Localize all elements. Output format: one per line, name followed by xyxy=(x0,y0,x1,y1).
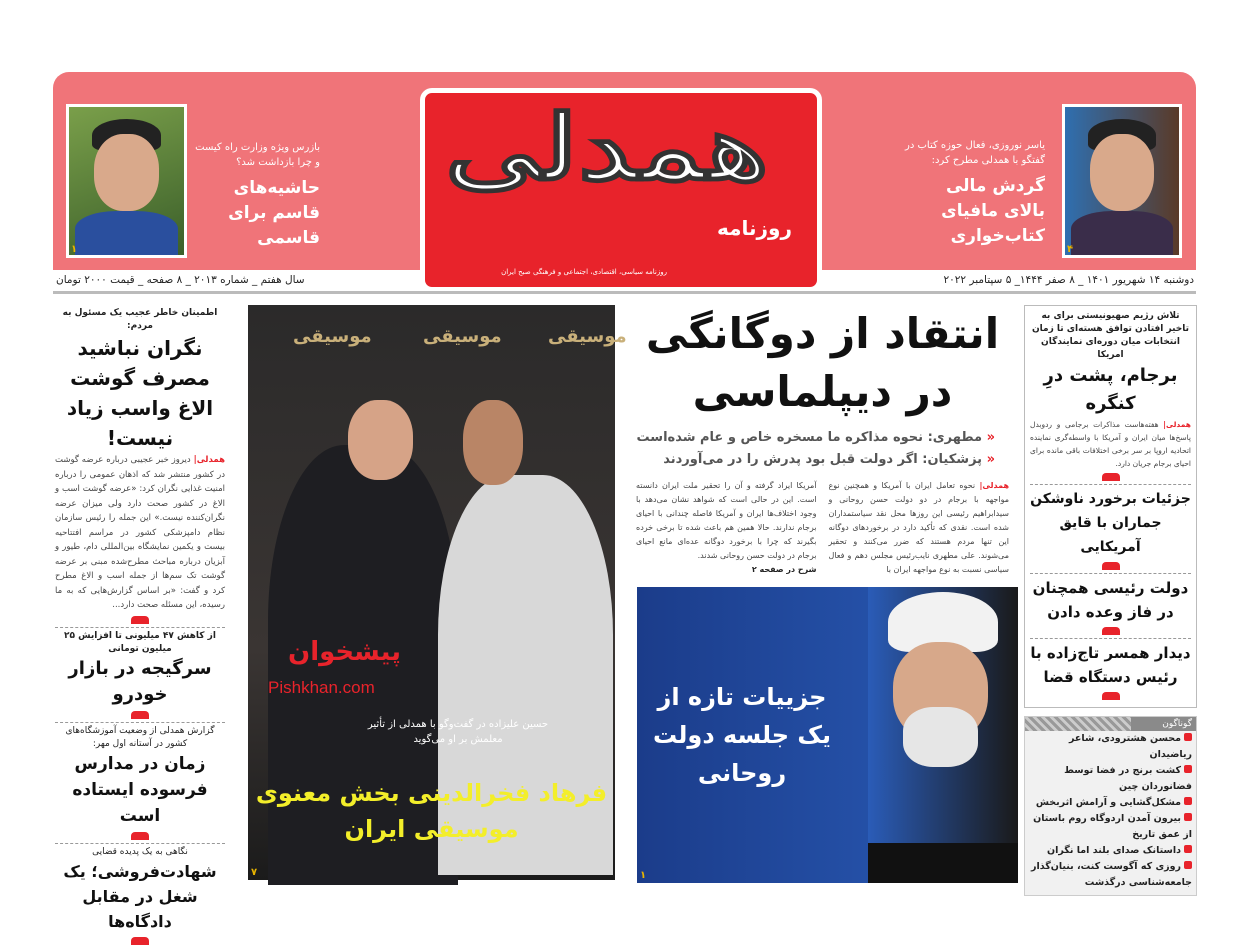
headline[interactable]: نگران نباشید مصرف گوشت الاغ واسب زیاد نیست! xyxy=(66,336,214,450)
headline[interactable]: سرگیجه در بازار خودرو xyxy=(68,657,212,705)
kicker: تلاش رژیم صهیونیستی برای به تاخیر افتادن توافق هسته‌ای تا زمان انتخابات میان دوره‌ای نمایندگان امریکا xyxy=(1031,311,1190,360)
watermark: Pishkhan.com xyxy=(268,678,375,697)
misc-item[interactable]: داستانک صدای بلند اما نگران xyxy=(1025,843,1196,859)
headline[interactable]: برجام، پشت درِ کنگره xyxy=(1043,365,1178,414)
misc-item[interactable]: مشکل‌گشایی و آرامش اثربخش xyxy=(1025,795,1196,811)
page-marker-icon xyxy=(131,937,149,945)
source-tag: همدلی| xyxy=(193,455,225,465)
misc-item[interactable]: روزی که آگوست کنت، بنیان‌گذار جامعه‌شناسی درگذشت xyxy=(1025,859,1196,891)
right-column-box: تلاش رژیم صهیونیستی برای به تاخیر افتادن توافق هسته‌ای تا زمان انتخابات میان دوره‌ای نمایندگان امریکا برجام، پشت درِ کنگره همدلی| هفته‌هاست مذاکرات برجامی و ردوبدل پاسخ‌ها میان ایران و آمریکا با واسطه‌گری نماینده اتحادیه اروپا بر سر برخی اختلافات باقی مانده برای احیای برجام جریان دارد. جزئیات برخورد ناوشکن جماران با قایق آمریکایی دولت رئیسی همچنان در فاز وعده دادن دیدار همسر تاج‌زاده با رئیس دستگاه قضا xyxy=(1024,305,1197,708)
issue-date: دوشنبه ۱۴ شهریور ۱۴۰۱ _ ۸ صفر ۱۴۴۴_ ۵ سپتامبر ۲۰۲۲ xyxy=(943,274,1194,286)
page-marker-icon xyxy=(1102,562,1120,570)
lead-bullet: « پزشکیان: اگر دولت قبل بود پدرش را در می‌آوردند xyxy=(663,452,995,467)
rouhani-headline[interactable]: جزییات تازه از یک جلسه دولت روحانی xyxy=(652,683,832,787)
page-marker-icon xyxy=(131,711,149,719)
newspaper-logo xyxy=(420,88,822,292)
person-face xyxy=(348,400,413,480)
teaser-left xyxy=(195,140,320,251)
right-column xyxy=(1024,305,1197,896)
page-marker-icon xyxy=(1102,692,1120,700)
logo-wordmark: همدلی xyxy=(445,95,769,201)
person-face xyxy=(463,400,523,485)
banner-text: موسیقی xyxy=(423,326,502,347)
photo-headline[interactable]: فرهاد فخرالدینی بخش معنوی موسیقی ایران xyxy=(255,779,608,843)
lead-headline[interactable]: انتقاد از دوگانگی در دیپلماسی xyxy=(645,309,1000,416)
headline[interactable]: جزئیات برخورد ناوشکن جماران با قایق آمریکایی xyxy=(1030,491,1191,555)
headline[interactable]: دولت رئیسی همچنان در فاز وعده دادن xyxy=(1032,579,1189,621)
page-marker-icon xyxy=(1102,627,1120,635)
page-marker-icon xyxy=(131,616,149,624)
misc-box xyxy=(1024,716,1197,896)
headline[interactable]: دیدار همسر تاج‌زاده با رئیس دستگاه قضا xyxy=(1030,644,1191,686)
page-number: ۷ xyxy=(251,867,258,878)
teaser-photo-left xyxy=(66,104,187,258)
lead-body-left: آمریکا ایراد گرفته و آن را تحقیر ملت ایران دانسته است. این در حالی است که شواهد نشان می‌دهد با وجود اختلاف‌ها ایران و آمریکا فاصله چندانی با احیای برجام ندارند. حالا همین هم باعث شده تا برخی خرده بگیرند که چرا با برخورد دوگانه عده‌ای مانع احیای برجام در دولت حسن روحانی شدند. شرح در صفحه ۲ xyxy=(636,479,817,577)
photo-story xyxy=(248,305,627,880)
teaser-right-kicker: یاسر نوروزی، فعال حوزه کتاب در گفتگو با همدلی مطرح کرد: xyxy=(905,140,1045,166)
kicker: اطمینان خاطر عجیب یک مسئول به مردم: xyxy=(62,308,218,331)
teaser-photo-right xyxy=(1062,104,1182,258)
center-column xyxy=(630,305,1015,883)
page-marker-icon xyxy=(131,832,149,840)
lead-body-right: همدلی| نحوه تعامل ایران با آمریکا و همچنین نوع مواجهه با برجام در دو دولت حسن روحانی و سیدابراهیم رئیسی این روزها محل نقد سیاستمداران شده است. نقدی که تأکید دارد در برخوردهای دوگانه این تنها مردم هستند که ضرر می‌کنند و تحقیر می‌شوند. علی مطهری نایب‌رئیس مجلس دهم و فعال سیاسی نسبت به نوع مواجهه ایران با xyxy=(828,481,1010,574)
page-number: ۴ xyxy=(1067,244,1074,255)
teaser-left-headline[interactable]: حاشیه‌های قاسم برای قاسمی xyxy=(228,178,320,248)
left-column xyxy=(55,307,225,948)
kicker: از کاهش ۴۷ میلیونی تا افزایش ۲۵ میلیون تومانی xyxy=(64,630,216,654)
page-marker-icon xyxy=(1102,473,1120,481)
misc-item[interactable]: محسن هشترودی، شاعر ریاضیدان xyxy=(1025,731,1196,763)
logo-tagline: روزنامه سیاسی، اقتصادی، اجتماعی و فرهنگی صبح ایران xyxy=(501,268,667,276)
divider xyxy=(53,291,1196,294)
kicker: گزارش همدلی از وضعیت آموزشگاه‌های کشور در آستانه اول مهر: xyxy=(65,725,215,749)
teaser-right xyxy=(905,138,1045,249)
article-body: دیروز خبر عجیبی درباره عرضه گوشت در کشور منتشر شد که اذهان عمومی را درباره امنیت غذایی نگران کرد: «عرضه گوشت اسب و الاغ در کشور صحت دارد ولی میزان عرضه نگران‌کننده نیست.» این جمله را رئیس سازمان نظام دامپزشکی کشور در مراسم افتتاحیه بیست و یکمین نمایشگاه بین‌المللی دام، طیور و آبزیان درباره مباحث مطرح‌شده مبنی بر عرضه گوشت تک سم‌ها از جمله اسب و الاغ مطرح کرد و گفت: «بر اساس گزارش‌هایی که به ما رسیده، این مسئله صحت دارد... xyxy=(55,455,225,610)
rouhani-photo xyxy=(868,587,1018,883)
kicker: نگاهی به یک پدیده قضایی xyxy=(92,846,188,857)
lead-bullet: « مطهری: نحوه مذاکره ما مسخره خاص و عام شده‌است xyxy=(636,430,995,445)
teaser-left-kicker: بازرس ویژه وزارت راه کیست و چرا بازداشت شد؟ xyxy=(195,142,320,168)
misc-title: گوناگون xyxy=(1131,717,1196,731)
misc-item[interactable]: بیرون آمدن اردوگاه روم باستان از عمق تاریخ xyxy=(1025,811,1196,843)
photo-caption: حسین علیزاده در گفت‌وگو با همدلی از تأثیر معلمش بر او می‌گوید xyxy=(367,719,549,745)
misc-header xyxy=(1025,717,1196,731)
misc-item[interactable]: کشت برنج در فضا توسط فضانوردان چین xyxy=(1025,763,1196,795)
headline[interactable]: شهادت‌فروشی؛ یک شغل در مقابل دادگاه‌ها xyxy=(63,861,217,931)
watermark-logo: پیشخوان xyxy=(288,637,401,667)
banner-text: موسیقی xyxy=(548,326,627,347)
article-body: هفته‌هاست مذاکرات برجامی و ردوبدل پاسخ‌ها میان ایران و آمریکا با واسطه‌گری نماینده اتحادیه اروپا بر سر برخی اختلافات باقی مانده برای احیای برجام جریان دارد. xyxy=(1030,420,1191,468)
banner-text: موسیقی xyxy=(293,326,372,347)
page-number: ۱ xyxy=(640,870,647,881)
rouhani-story xyxy=(637,587,1008,883)
continued-link[interactable]: شرح در صفحه ۲ xyxy=(751,565,817,574)
headline[interactable]: زمان در مدارس فرسوده ایستاده است xyxy=(72,753,208,826)
lead-story xyxy=(630,305,1015,471)
logo-prefix: روزنامه xyxy=(717,216,792,240)
issue-info: سال هفتم _ شماره ۲۰۱۳ _ ۸ صفحه _ قیمت ۲۰۰۰ تومان xyxy=(56,274,305,286)
teaser-right-headline[interactable]: گردش مالی بالای مافیای کتاب‌خواری xyxy=(941,176,1045,246)
page-number: ۱ xyxy=(71,244,78,255)
